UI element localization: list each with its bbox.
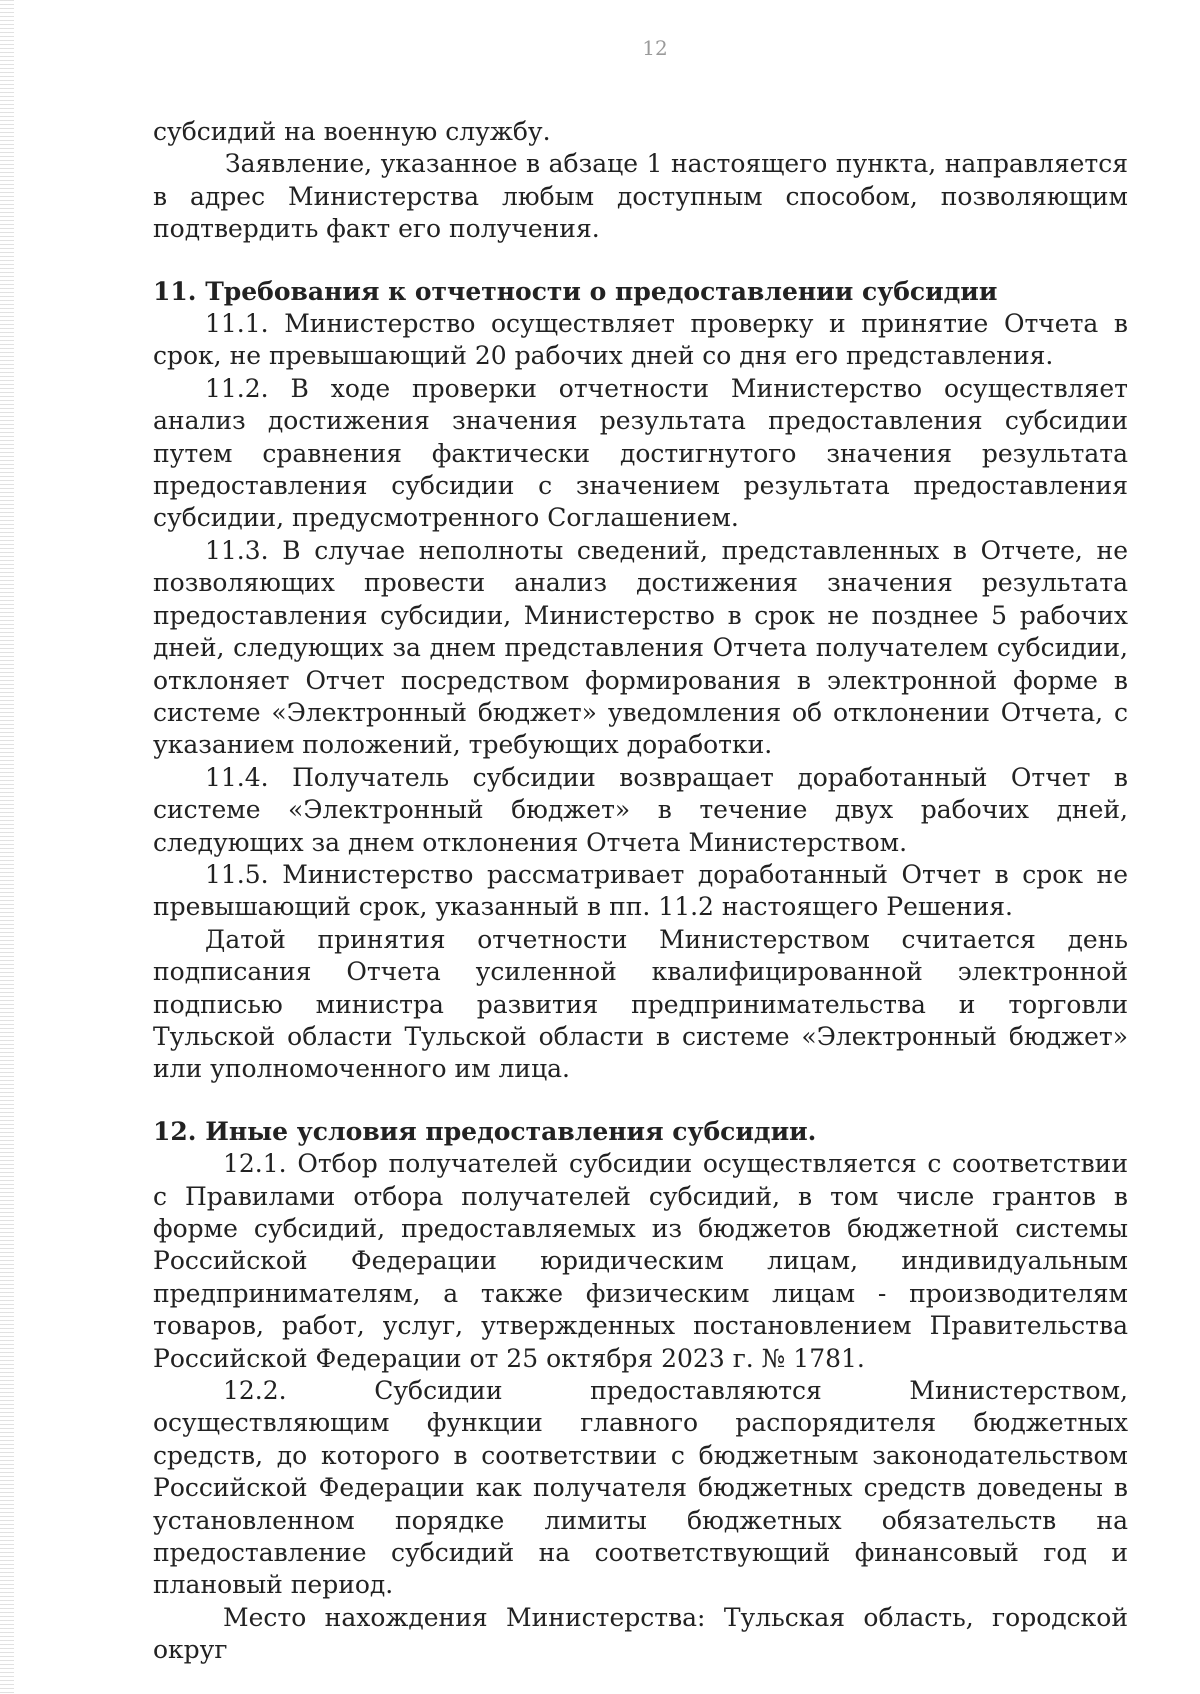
section-11-paragraph-1: 11.1. Министерство осуществляет проверку и принятие Отчета в срок, не превышающий 20 рабочих дней со дня его представления.: [153, 309, 1128, 371]
section-11-paragraph-5: 11.5. Министерство рассматривает доработанный Отчет в срок не превышающий срок, указанный в пп. 11.2 настоящего Решения.: [153, 859, 1128, 922]
section-11-heading: 11. Требования к отчетности о предоставлении субсидии: [153, 276, 998, 306]
section-gap: [153, 246, 1128, 276]
intro-paragraph-1: субсидий на военную службу.: [153, 117, 551, 146]
section-12-paragraph-1: 12.1. Отбор получателей субсидии осуществляется с соответствии с Правилами отбора получателей субсидий, в том числе грантов в форме субсидий, предоставляемых из бюджетов бюджетной системы Российской Федерации юридическим лицам, индивидуальным предпринимателям, а также физическим лицам - производителям товаров, работ, услуг, утвержденных постановлением Правительства Российской Федерации от 25 октября 2023 г. № 1781.: [153, 1149, 1128, 1373]
section-11-paragraph-2: 11.2. В ходе проверки отчетности Министерство осуществляет анализ достижения значения результата предоставления субсидии путем сравнения фактически достигнутого значения результата предоставления субсидии с значением результата предоставления субсидии, предусмотренного Соглашением.: [153, 373, 1128, 533]
scan-edge-artifact: [0, 0, 14, 1694]
section-11-paragraph-6: Датой принятия отчетности Министерством считается день подписания Отчета усиленной квалифицированной электронной подписью министра развития предпринимательства и торговли Тульской области Тульской области в системе «Электронный бюджет» или уполномоченного им лица.: [153, 924, 1128, 1084]
section-12-paragraph-3: Место нахождения Министерства: Тульская область, городской округ: [153, 1602, 1128, 1665]
section-12-heading: 12. Иные условия предоставления субсидии.: [153, 1116, 817, 1146]
section-gap: [153, 1086, 1128, 1116]
section-11-paragraph-3: 11.3. В случае неполноты сведений, представленных в Отчете, не позволяющих провести анализ достижения значения результата предоставления субсидии, Министерство в срок не позднее 5 рабочих дней, следующих за днем представления Отчета получателем субсидии, отклоняет Отчет посредством формирования в электронной форме в системе «Электронный бюджет» уведомления об отклонении Отчета, с указанием положений, требующих доработки.: [153, 535, 1128, 760]
document-body: [153, 116, 1128, 1667]
intro-paragraph-2: Заявление, указанное в абзаце 1 настоящего пункта, направляется в адрес Министерства любым доступным способом, позволяющим подтвердить факт его получения.: [153, 149, 1128, 244]
section-11-paragraph-4: 11.4. Получатель субсидии возвращает доработанный Отчет в системе «Электронный бюджет» в течение двух рабочих дней, следующих за днем отклонения Отчета Министерством.: [153, 762, 1128, 857]
page-number: 12: [642, 36, 668, 60]
section-12-paragraph-2: 12.2. Субсидии предоставляются Министерством, осуществляющим функции главного распорядителя бюджетных средств, до которого в соответствии с бюджетным законодательством Российской Федерации как получателя бюджетных средств доведены в установленном порядке лимиты бюджетных обязательств на предоставление субсидий на соответствующий финансовый год и плановый период.: [153, 1376, 1128, 1600]
